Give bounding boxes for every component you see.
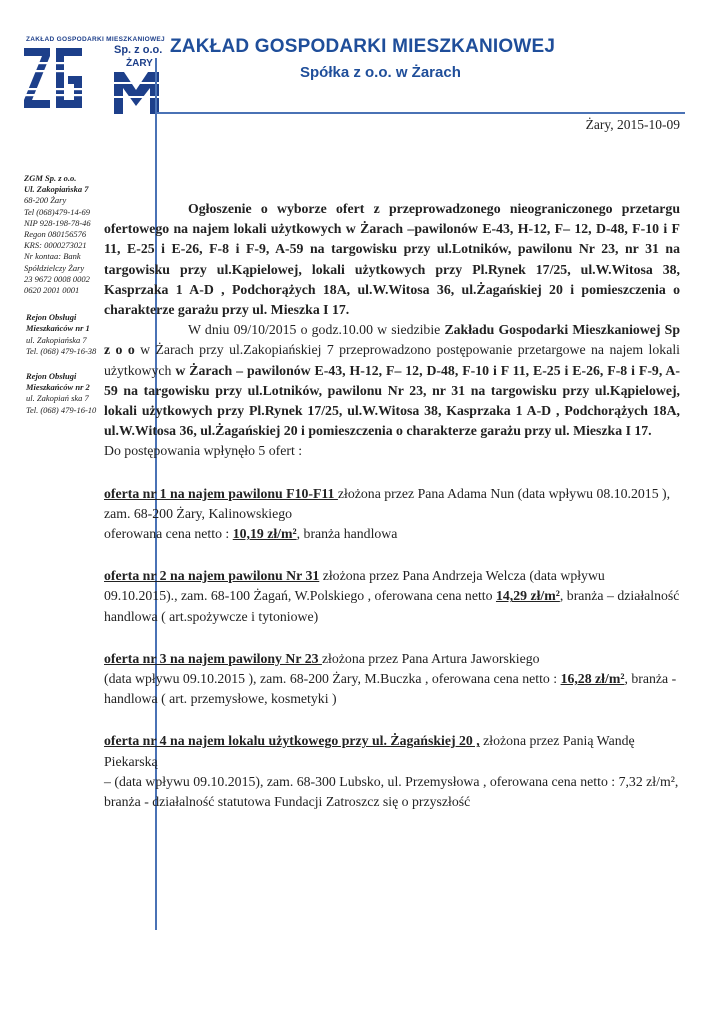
region-1-name: Mieszkańców nr 1 xyxy=(26,323,90,334)
offer-3-title: oferta nr 3 na najem pawilony Nr 23 xyxy=(104,650,322,666)
offer-1 xyxy=(104,484,680,545)
intro-text-c: w Żarach przy ul.Zakopiańskiej 7 przeprowadzono postępowanie przetargowe na najem lokali użytkowych xyxy=(104,342,680,378)
offer-4-title: oferta nr 4 na najem lokalu użytkowego przy ul. Żagańskiej 20 , xyxy=(104,733,480,749)
logo-city: ŻARY xyxy=(126,58,153,69)
region-2-name: Mieszkańców nr 2 xyxy=(26,382,90,393)
company-tel: Tel (068)479-14-69 xyxy=(24,206,91,217)
intro-company: Zakładu Gospodarki Mieszkaniowej Sp z o o xyxy=(104,322,680,358)
offer-3-price: 16,28 zł/m² xyxy=(560,671,625,687)
company-bank: Spółdzielczy Żary xyxy=(24,262,85,273)
offer-3-text: złożona przez Pana Artura Jaworskiego xyxy=(321,650,540,666)
region-1-tel: Tel. (068) 479-16-38 xyxy=(26,345,97,356)
region-2-street: ul. Zakopiań ska 7 xyxy=(26,393,89,404)
company-city: 68-200 Żary xyxy=(24,195,67,206)
offer-1-price: 10,19 zł/m² xyxy=(232,526,297,542)
company-logo xyxy=(22,36,165,114)
company-nip: NIP 928-198-78-46 xyxy=(24,217,91,228)
announcement-intro xyxy=(104,320,680,441)
company-krs: KRS: 0000273021 xyxy=(24,240,87,251)
offer-2 xyxy=(104,566,680,627)
intro-locations: w Żarach – pawilonów E-43, H-12, F– 12, D-48, F-10 i F 11, E-25 i E-26, F-8 i F-9, A-59 na targowisku przy ul.Lotników, pawilonu Nr 23, nr 31 na targowisku przy ul.Kąpielowej, lokali użytkowych przy Pl.Rynek 17/25, ul.W.Witosa 38, Kasprzaka 1 A-D , Podchorążych 18A, ul.W.Witosa 36, ul.Żagańskiej 20 i pomieszczenia o charakterze garażu przy ul. Mieszka I 17. xyxy=(104,362,680,439)
header-title: ZAKŁAD GOSPODARKI MIESZKANIOWEJ xyxy=(170,36,556,57)
header-subtitle: Spółka z o.o. w Żarach xyxy=(300,64,461,81)
offer-3-branch: , branża - handlowa ( art. przemysłowe, kosmetyki ) xyxy=(104,671,677,707)
offer-4 xyxy=(104,731,680,812)
offer-4-text: złożona przez Panią Wandę Piekarską xyxy=(104,733,635,769)
company-street: Ul. Zakopiańska 7 xyxy=(24,184,89,195)
offer-1-branch: , branża handlowa xyxy=(296,526,398,542)
company-name: ZGM Sp. z o.o. xyxy=(24,173,77,183)
offer-1-title: oferta nr 1 na najem pawilonu F10-F11 xyxy=(104,485,338,501)
document-date: Żary, 2015-10-09 xyxy=(585,117,680,132)
logo-spzoo: Sp. z o.o. xyxy=(114,44,163,56)
zgm-letters-logo xyxy=(22,44,114,114)
company-regon: Regon 080156576 xyxy=(24,229,87,240)
region-1-label: Rejon Obsługi xyxy=(26,312,77,323)
region-1-street: ul. Zakopiańska 7 xyxy=(26,334,87,345)
offer-4-details: – (data wpływu 09.10.2015), zam. 68-300 Lubsko, ul. Przemysłowa , oferowana cena netto : 7,32 zł/m², branża - działalność statutowa Fundacji Zatroszcz się o przyszłość xyxy=(104,773,679,810)
m-letter-logo xyxy=(114,72,159,114)
offer-1-text: złożona przez Pana Adama Nun (data wpływu 08.10.2015 ), zam. 68-200 Żary, Kalinowskiego xyxy=(104,485,671,521)
offer-3-price-label: (data wpływu 09.10.2015 ), zam. 68-200 Żary, M.Buczka , oferowana cena netto : xyxy=(104,671,561,687)
offer-3 xyxy=(104,649,680,710)
region-2-tel: Tel. (068) 479-16-10 xyxy=(26,404,97,415)
document-body xyxy=(104,199,680,812)
region-2-label: Rejon Obsługi xyxy=(26,371,77,382)
offer-2-text: złożona przez Pana Andrzeja Welcza (data wpływu 09.10.2015)., zam. 68-100 Żagań, W.Polskiego , oferowana cena netto xyxy=(104,568,605,604)
company-account-2: 0620 2001 0001 xyxy=(24,285,80,296)
offer-2-title: oferta nr 2 na najem pawilonu Nr 31 xyxy=(104,568,320,584)
company-account-label: Nr kontaa: Bank xyxy=(24,251,81,262)
offer-count: Do postępowania wpłynęło 5 ofert : xyxy=(104,443,303,459)
logo-top-text: ZAKŁAD GOSPODARKI MIESZKANIOWEJ xyxy=(26,36,165,43)
offer-1-price-label: oferowana cena netto : xyxy=(104,526,233,542)
offer-2-branch: , branża – działalność handlowa ( art.spożywcze i tytoniowe) xyxy=(104,588,680,624)
header-divider xyxy=(155,112,685,114)
announcement-heading: Ogłoszenie o wyborze ofert z przeprowadzonego nieograniczonego przetargu ofertowego na najem lokali użytkowych w Żarach –pawilonów E-43, H-12, F– 12, D-48, F-10 i F 11, E-25 i E-26, F-8 i F-9, A-59 na targowisku przy ul.Lotników, pawilonu Nr 23, nr 31 na targowisku przy ul.Kąpielowej, lokali użytkowych przy Pl.Rynek 17/25, ul.W.Witosa 38, Kasprzaka 1 A-D , Podchorążych 18A, ul.W.Witosa 36, ul.Żagańskiej 20 i pomieszczenia o charakterze garażu przy ul. Mieszka I 17. xyxy=(104,201,680,318)
intro-text-a: W dniu 09/10/2015 o godz.10.00 w siedzibie xyxy=(188,322,445,338)
offer-2-price: 14,29 zł/m² xyxy=(495,588,560,604)
company-account-1: 23 9672 0008 0002 xyxy=(24,273,90,284)
